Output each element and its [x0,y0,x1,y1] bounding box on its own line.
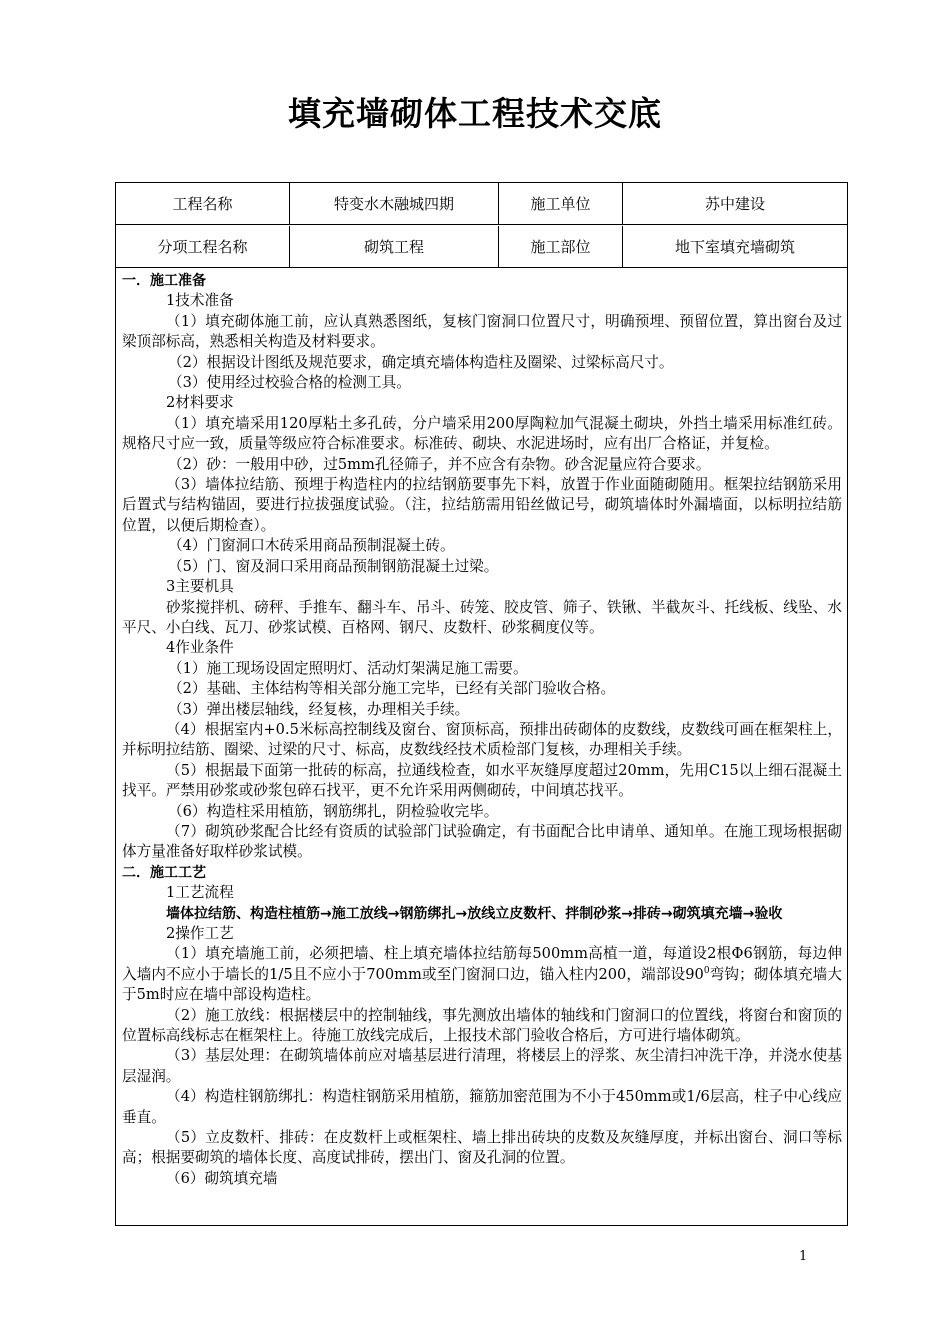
paragraph: （1）填充砌体施工前，应认真熟悉图纸，复核门窗洞口位置尺寸，明确预埋、预留位置，算出窗台及过梁顶部标高，熟悉相关构造及材料要求。 [122,312,842,351]
content-body [122,271,842,1189]
paragraph: （3）使用经过校验合格的检测工具。 [168,374,411,392]
value-project-name: 特变水木融城四期 [290,183,499,224]
paragraph: （6）砌筑填充墙 [166,1169,278,1187]
subsection-heading: 1技术准备 [166,292,234,310]
paragraph: （2）根据设计图纸及规范要求，确定填充墙体构造柱及圈梁、过梁标高尺寸。 [168,353,674,371]
paragraph: （7）砌筑砂浆配合比经有资质的试验部门试验确定，有书面配合比申请单、通知单。在施工现场根据砌体方量准备好取样砂浆试模。 [122,822,842,861]
disclosure-table [115,182,848,1226]
paragraph: （5）立皮数杆、排砖：在皮数杆上或框架柱、墙上排出砖块的皮数及灰缝厚度，并标出窗台、洞口等标高；根据要砌筑的墙体长度、高度试排砖，摆出门、窗及孔洞的位置。 [122,1129,842,1167]
label-subproject-name: 分项工程名称 [116,226,290,267]
subsection-heading: 3主要机具 [166,578,234,596]
subsection-heading: 1工艺流程 [166,884,234,902]
paragraph: （1）施工现场设固定照明灯、活动灯架满足施工需要。 [168,659,528,677]
paragraph: （6）构造柱采用植筋，钢筋绑扎，阴检验收完毕。 [168,802,499,820]
paragraph-text: （1）填充墙施工前，必须把墙、柱上填充墙体拉结筋每500mm高植一道，每道设2根Φ6钢筋，每边伸入墙内不应小于墙长的1/5且不应小于700mm或至门窗洞口边，锚入柱内200，端部设90 [122,945,842,983]
page-number: 1 [799,1249,808,1264]
label-construction-unit: 施工单位 [499,183,623,224]
paragraph: （1）填充墙采用120厚粘土多孔砖，分户墙采用200厚陶粒加气混凝土砌块，外挡土墙采用标准红砖。规格尺寸应一致，质量等级应符合标准要求。标准砖、砌块、水泥进场时，应有出厂合格证，并复检。 [122,414,842,453]
header-row-project [116,183,847,225]
header-row-subproject [116,226,847,268]
degree-superscript: 0 [703,965,710,976]
paragraph: （2）基础、主体结构等相关部分施工完毕，已经有关部门验收合格。 [168,680,616,698]
subsection-heading: 4作业条件 [166,639,234,657]
paragraph-text: 弯钩；砌体填充墙大于5m时应在墙中部设构造柱。 [122,965,842,1004]
label-construction-location: 施工部位 [499,226,623,267]
paragraph: （3）弹出楼层轴线，经复核，办理相关手续。 [168,700,470,718]
paragraph [122,944,842,1005]
value-construction-location: 地下室填充墙砌筑 [674,238,795,256]
value-subproject-name: 砌筑工程 [290,226,499,267]
paragraph: （5）根据最下面第一批砖的标高，拉通线检查，如水平灰缝厚度超过20mm，先用C15以上细石混凝土找平。严禁用砂浆或砂浆包碎石找平，更不允许采用两侧砌砖，中间填芯找平。 [122,761,842,800]
paragraph: （5）门、窗及洞口采用商品预制钢筋混凝土过梁。 [168,557,499,575]
paragraph: （3）基层处理：在砌筑墙体前应对墙基层进行清理，将楼层上的浮浆、灰尘清扫冲洗干净，并浇水使基层湿润。 [122,1047,842,1085]
subsection-heading: 2材料要求 [166,394,234,412]
paragraph: （3）墙体拉结筋、预埋于构造柱内的拉结钢筋要事先下料，放置于作业面随砌随用。框架拉结钢筋采用后置式与结构锚固，要进行拉拔强度试验。（注，拉结筋需用铅丝做记号，砌筑墙体时外漏墙面，以标明拉结筋位置，以便后期检查）。 [122,476,842,534]
paragraph: （2）砂：一般用中砂，过5mm孔径筛子，并不应含有杂物。砂含泥量应符合要求。 [168,455,711,473]
subsection-heading: 2操作工艺 [166,925,234,942]
section-heading: 一．施工准备 [122,273,206,289]
paragraph: （4）根据室内+0.5米标高控制线及窗台、窗顶标高，预排出砖砌体的皮数线，皮数线可画在框架柱上，并标明拉结筋、圈梁、过梁的尺寸、标高，皮数线经技术质检部门复核，办理相关手续。 [122,720,842,759]
paragraph: （4）构造柱钢筋绑扎：构造柱钢筋采用植筋，箍筋加密范围为不小于450mm或1/6层高，柱子中心线应垂直。 [122,1088,842,1126]
process-flow: 墙体拉结筋、构造柱植筋→施工放线→钢筋绑扎→放线立皮数杆、拌制砂浆→排砖→砌筑填充墙→验收 [166,905,783,922]
paragraph: 砂浆搅拌机、磅秤、手推车、翻斗车、吊斗、砖笼、胶皮管、筛子、铁锹、半截灰斗、托线板、线坠、水平尺、小白线、瓦刀、砂浆试模、百格网、钢尺、皮数杆、砂浆稠度仪等。 [122,598,842,636]
section-heading: 二．施工工艺 [122,864,206,881]
document-title: 填充墙砌体工程技术交底 [288,94,662,133]
label-project-name: 工程名称 [116,183,290,224]
value-construction-unit: 苏中建设 [704,195,765,213]
paragraph: （2）施工放线：根据楼层中的控制轴线，事先测放出墙体的轴线和门窗洞口的位置线，将窗台和窗顶的位置标高线标志在框架柱上。待施工放线完成后，上报技术部门验收合格后，方可进行墙体砌筑。 [122,1006,842,1045]
paragraph: （4）门窗洞口木砖采用商品预制混凝土砖。 [168,537,455,555]
